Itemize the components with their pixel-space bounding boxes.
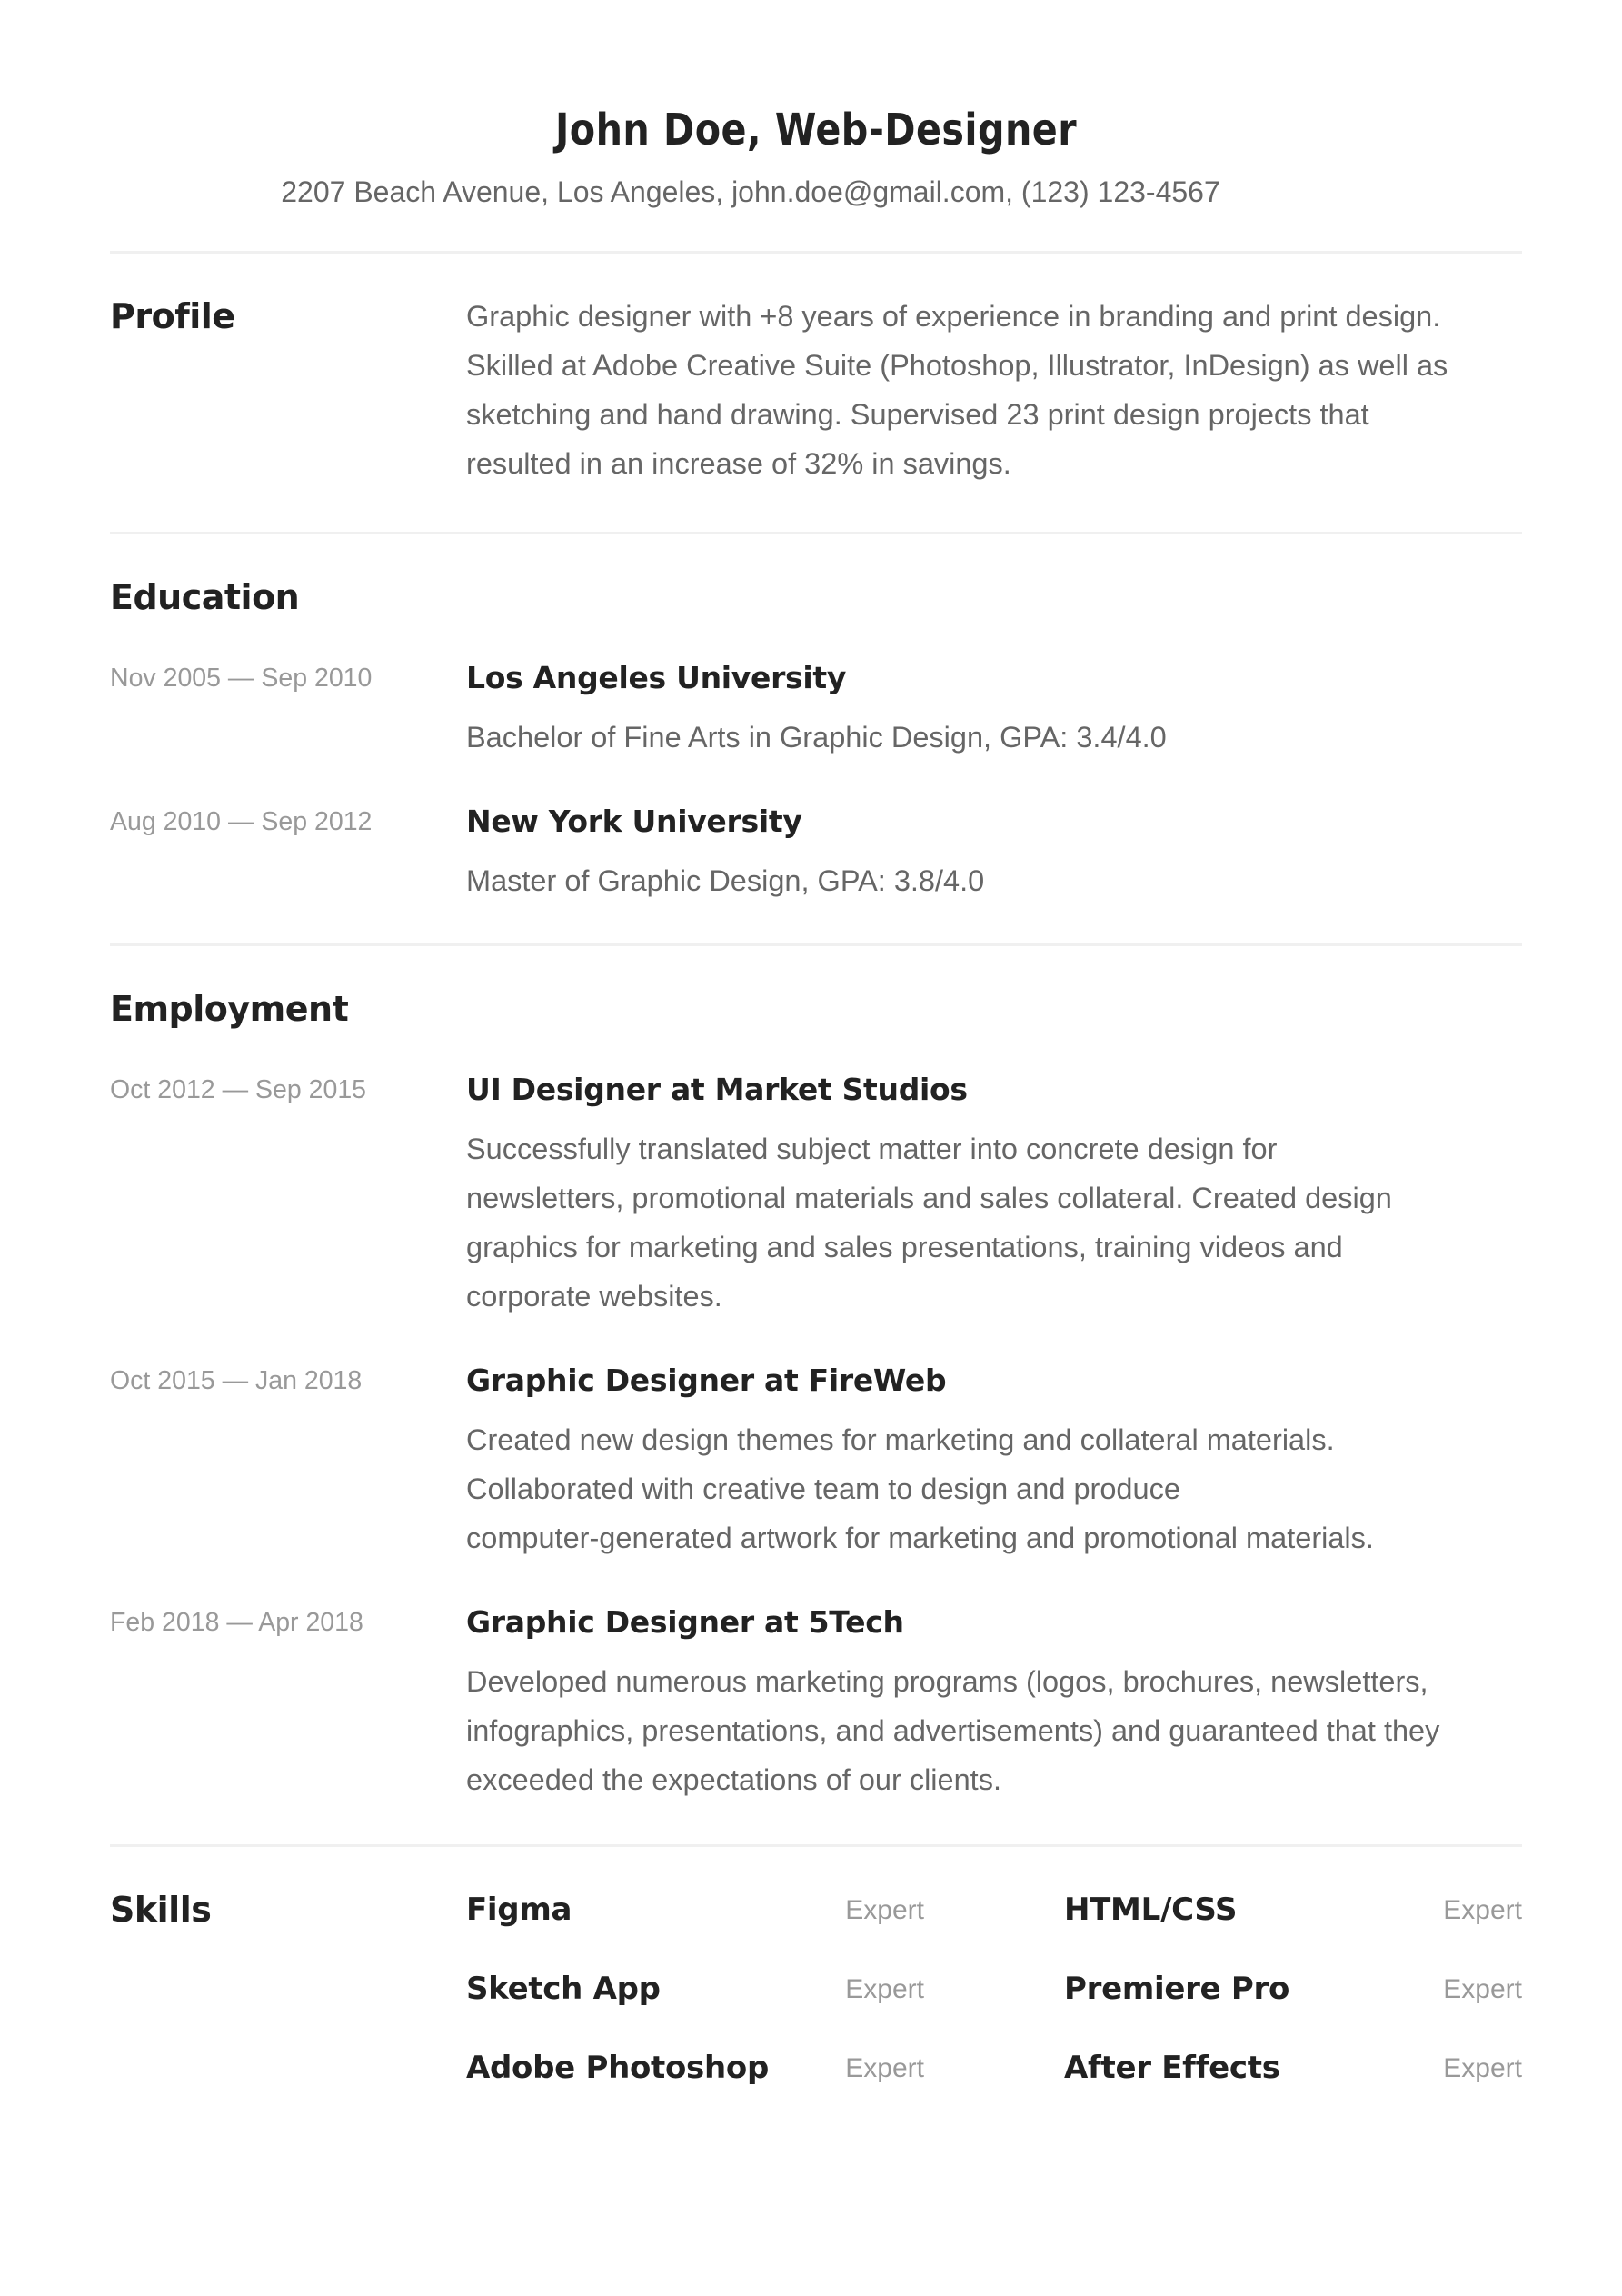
entry-degree: Master of Graphic Design, GPA: 3.8/4.0 [466, 864, 985, 897]
entry-school: New York University [466, 804, 802, 839]
skill-item [1064, 1950, 1522, 2029]
divider [110, 251, 1522, 254]
entry-role: Graphic Designer at FireWeb [466, 1363, 947, 1398]
section-title-employment: Employment [110, 989, 349, 1029]
page-title: John Doe, Web-Designer [554, 105, 1078, 155]
entry-dates: Oct 2012 — Sep 2015 [110, 1075, 367, 1104]
profile-line: Skilled at Adobe Creative Suite (Photoshop, Illustrator, InDesign) as well as [466, 349, 1448, 382]
profile-section [110, 292, 1522, 488]
divider [110, 943, 1522, 946]
contact-info: 2207 Beach Avenue, Los Angeles, john.doe@gmail.com, (123) 123-4567 [281, 175, 1220, 208]
description-line: exceeded the expectations of our clients. [466, 1763, 1001, 1796]
divider [110, 532, 1522, 534]
description-line: corporate websites. [466, 1280, 722, 1313]
section-title-profile: Profile [110, 296, 235, 336]
skill-name: Premiere Pro [1064, 1971, 1289, 2007]
description-line: Created new design themes for marketing and collateral materials. [466, 1423, 1335, 1456]
skill-item [466, 1871, 924, 1950]
skill-item [466, 1950, 924, 2029]
employment-entry [110, 1363, 1522, 1562]
entry-dates: Nov 2005 — Sep 2010 [110, 664, 373, 693]
entry-description [466, 1657, 1522, 1804]
profile-text [466, 292, 1522, 488]
entry-degree: Bachelor of Fine Arts in Graphic Design, GPA: 3.4/4.0 [466, 721, 1167, 754]
skills-section [110, 1871, 1522, 2108]
education-section [110, 573, 1522, 905]
education-entry [110, 804, 1522, 905]
skill-level: Expert [1443, 1895, 1522, 1925]
employment-entry [110, 1072, 1522, 1321]
description-line: Developed numerous marketing programs (logos, brochures, newsletters, [466, 1665, 1428, 1698]
skill-name: Adobe Photoshop [466, 2050, 769, 2086]
section-title-education: Education [110, 577, 300, 617]
description-line: infographics, presentations, and advertisements) and guaranteed that they [466, 1714, 1440, 1747]
entry-dates: Feb 2018 — Apr 2018 [110, 1608, 363, 1637]
skill-name: Figma [466, 1892, 572, 1928]
profile-line: sketching and hand drawing. Supervised 23 print design projects that [466, 398, 1369, 431]
description-line: computer-generated artwork for marketing and promotional materials. [466, 1522, 1374, 1554]
resume-page [110, 0, 1522, 2108]
resume-header [110, 0, 1522, 215]
description-line: graphics for marketing and sales presentations, training videos and [466, 1231, 1343, 1263]
entry-description [466, 1415, 1522, 1562]
profile-line: resulted in an increase of 32% in savings. [466, 447, 1011, 480]
skills-grid [466, 1871, 1522, 2108]
skill-name: HTML/CSS [1064, 1892, 1238, 1928]
employment-entry [110, 1604, 1522, 1804]
skill-level: Expert [1443, 1974, 1522, 2004]
skill-level: Expert [845, 1974, 924, 2004]
entry-school: Los Angeles University [466, 660, 847, 695]
skill-name: After Effects [1064, 2050, 1280, 2086]
divider [110, 1844, 1522, 1847]
skill-item [1064, 1871, 1522, 1950]
skill-level: Expert [845, 1895, 924, 1925]
skill-name: Sketch App [466, 1971, 661, 2007]
entry-role: Graphic Designer at 5Tech [466, 1604, 904, 1640]
section-title-skills: Skills [110, 1890, 212, 1930]
entry-role: UI Designer at Market Studios [466, 1072, 968, 1107]
description-line: newsletters, promotional materials and sales collateral. Created design [466, 1182, 1392, 1214]
skill-level: Expert [1443, 2053, 1522, 2083]
entry-description [466, 1124, 1522, 1321]
employment-section [110, 984, 1522, 1804]
education-entry [110, 660, 1522, 762]
entry-dates: Aug 2010 — Sep 2012 [110, 807, 373, 836]
description-line: Collaborated with creative team to design and produce [466, 1472, 1180, 1505]
entry-dates: Oct 2015 — Jan 2018 [110, 1366, 363, 1395]
skill-item [466, 2029, 924, 2108]
description-line: Successfully translated subject matter into concrete design for [466, 1133, 1278, 1165]
profile-line: Graphic designer with +8 years of experience in branding and print design. [466, 300, 1441, 333]
skill-level: Expert [845, 2053, 924, 2083]
skill-item [1064, 2029, 1522, 2108]
